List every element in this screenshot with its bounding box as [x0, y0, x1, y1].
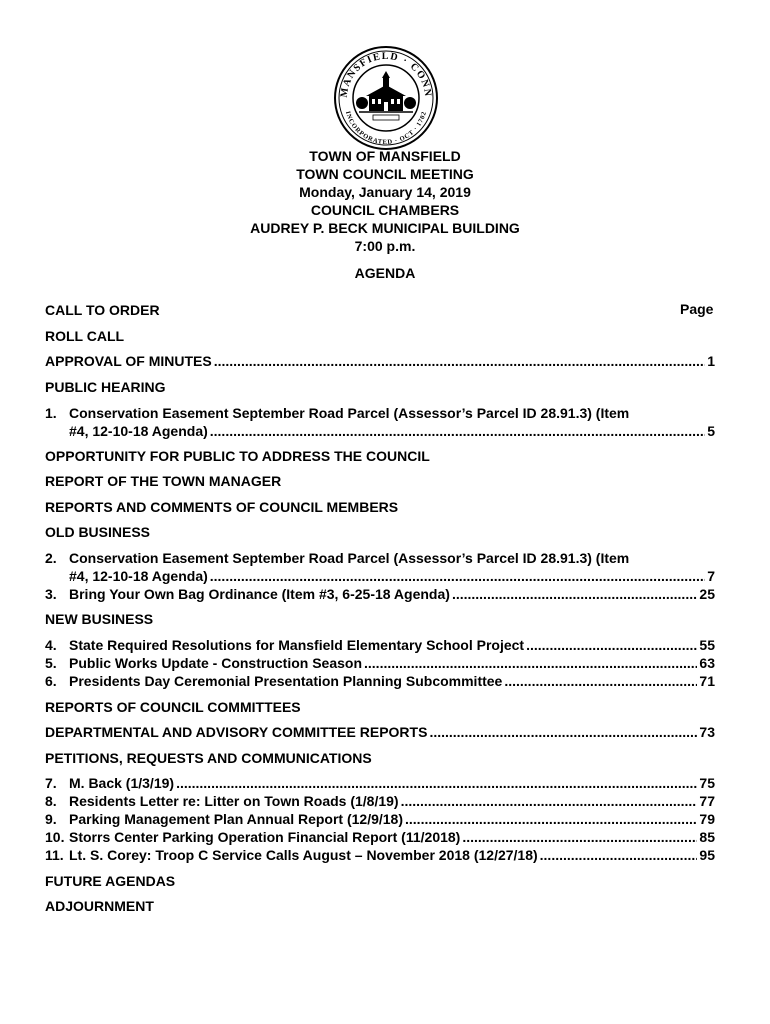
meeting-building: AUDREY P. BECK MUNICIPAL BUILDING — [250, 220, 520, 236]
page-number: 85 — [699, 829, 715, 845]
page-number: 5 — [707, 423, 715, 439]
section-council-committees: REPORTS OF COUNCIL COMMITTEES — [45, 699, 301, 715]
item-label: Storrs Center Parking Operation Financial Report (11/2018) — [69, 829, 461, 845]
item-number: 7. — [45, 775, 57, 791]
meeting-date: Monday, January 14, 2019 — [299, 184, 471, 200]
agenda-item-8 — [45, 792, 715, 810]
section-future-agendas: FUTURE AGENDAS — [45, 873, 176, 889]
agenda-item-3 — [45, 585, 715, 603]
item-number: 9. — [45, 811, 57, 827]
item-number: 8. — [45, 793, 57, 809]
page-number: 73 — [699, 724, 715, 740]
section-town-manager: REPORT OF THE TOWN MANAGER — [45, 473, 282, 489]
item-number: 2. — [45, 550, 57, 566]
section-petitions: PETITIONS, REQUESTS AND COMMUNICATIONS — [45, 750, 372, 766]
town-seal-logo — [333, 45, 439, 151]
section-roll-call: ROLL CALL — [45, 328, 125, 344]
item-number: 10. — [45, 829, 65, 845]
page-number: 25 — [699, 586, 715, 602]
page-column-label: Page — [680, 301, 714, 317]
item-label: Lt. S. Corey: Troop C Service Calls August – November 2018 (12/27/18) — [69, 847, 538, 863]
item-number: 11. — [45, 847, 64, 863]
item-number: 6. — [45, 673, 57, 689]
agenda-item-6 — [45, 672, 715, 690]
item-label: M. Back (1/3/19) — [69, 775, 175, 791]
agenda-item-10 — [45, 828, 715, 846]
section-label: DEPARTMENTAL AND ADVISORY COMMITTEE REPORTS — [45, 724, 428, 740]
svg-text:INCORPORATED · OCT · 1702: INCORPORATED · OCT · 1702 — [343, 110, 429, 147]
item-number: 4. — [45, 637, 57, 653]
agenda-title: AGENDA — [354, 265, 416, 281]
item-label: Presidents Day Ceremonial Presentation Planning Subcommittee — [69, 673, 503, 689]
agenda-item-1-cont — [45, 422, 715, 440]
section-old-business: OLD BUSINESS — [45, 524, 151, 540]
section-council-members: REPORTS AND COMMENTS OF COUNCIL MEMBERS — [45, 499, 399, 515]
town-name: TOWN OF MANSFIELD — [309, 148, 461, 164]
agenda-item-1 — [45, 404, 715, 422]
meeting-type: TOWN COUNCIL MEETING — [296, 166, 474, 182]
agenda-item-9 — [45, 810, 715, 828]
agenda-item-5 — [45, 654, 715, 672]
page-number: 79 — [699, 811, 715, 827]
item-label: Parking Management Plan Annual Report (12/9/18) — [69, 811, 404, 827]
item-label: State Required Resolutions for Mansfield Elementary School Project — [69, 637, 525, 653]
page-number: 71 — [699, 673, 715, 689]
section-call-to-order: CALL TO ORDER — [45, 302, 160, 318]
agenda-item-2 — [45, 549, 715, 567]
meeting-time: 7:00 p.m. — [354, 238, 416, 254]
page-number: 75 — [699, 775, 715, 791]
item-number: 5. — [45, 655, 57, 671]
item-label: Bring Your Own Bag Ordinance (Item #3, 6-25-18 Agenda) — [69, 586, 450, 602]
agenda-item-7 — [45, 774, 715, 792]
section-public-hearing: PUBLIC HEARING — [45, 379, 166, 395]
section-departmental-reports — [45, 723, 715, 741]
item-label-cont: #4, 12-10-18 Agenda) — [69, 568, 208, 584]
section-new-business: NEW BUSINESS — [45, 611, 154, 627]
svg-text:MANSFIELD · CONN: MANSFIELD · CONN — [338, 50, 434, 99]
agenda-item-11 — [45, 846, 715, 864]
agenda-item-2-cont — [45, 567, 715, 585]
page-number: 63 — [699, 655, 715, 671]
page-number: 55 — [699, 637, 715, 653]
item-label: Residents Letter re: Litter on Town Roads (1/8/19) — [69, 793, 399, 809]
item-number: 3. — [45, 586, 57, 602]
item-label: Conservation Easement September Road Parcel (Assessor’s Parcel ID 28.91.3) (Item — [69, 550, 630, 566]
section-label: APPROVAL OF MINUTES — [45, 353, 212, 369]
page-number: 7 — [707, 568, 715, 584]
meeting-location: COUNCIL CHAMBERS — [310, 202, 460, 218]
meeting-header — [0, 147, 770, 255]
item-number: 1. — [45, 405, 57, 421]
page-number: 1 — [707, 353, 715, 369]
item-label-cont: #4, 12-10-18 Agenda) — [69, 423, 208, 439]
section-opportunity: OPPORTUNITY FOR PUBLIC TO ADDRESS THE COUNCIL — [45, 448, 430, 464]
page-number: 77 — [699, 793, 715, 809]
section-approval-of-minutes — [45, 352, 715, 370]
item-label: Public Works Update - Construction Season — [69, 655, 363, 671]
agenda-item-4 — [45, 636, 715, 654]
page-number: 95 — [699, 847, 715, 863]
section-adjournment: ADJOURNMENT — [45, 898, 154, 914]
item-label: Conservation Easement September Road Parcel (Assessor’s Parcel ID 28.91.3) (Item — [69, 405, 630, 421]
